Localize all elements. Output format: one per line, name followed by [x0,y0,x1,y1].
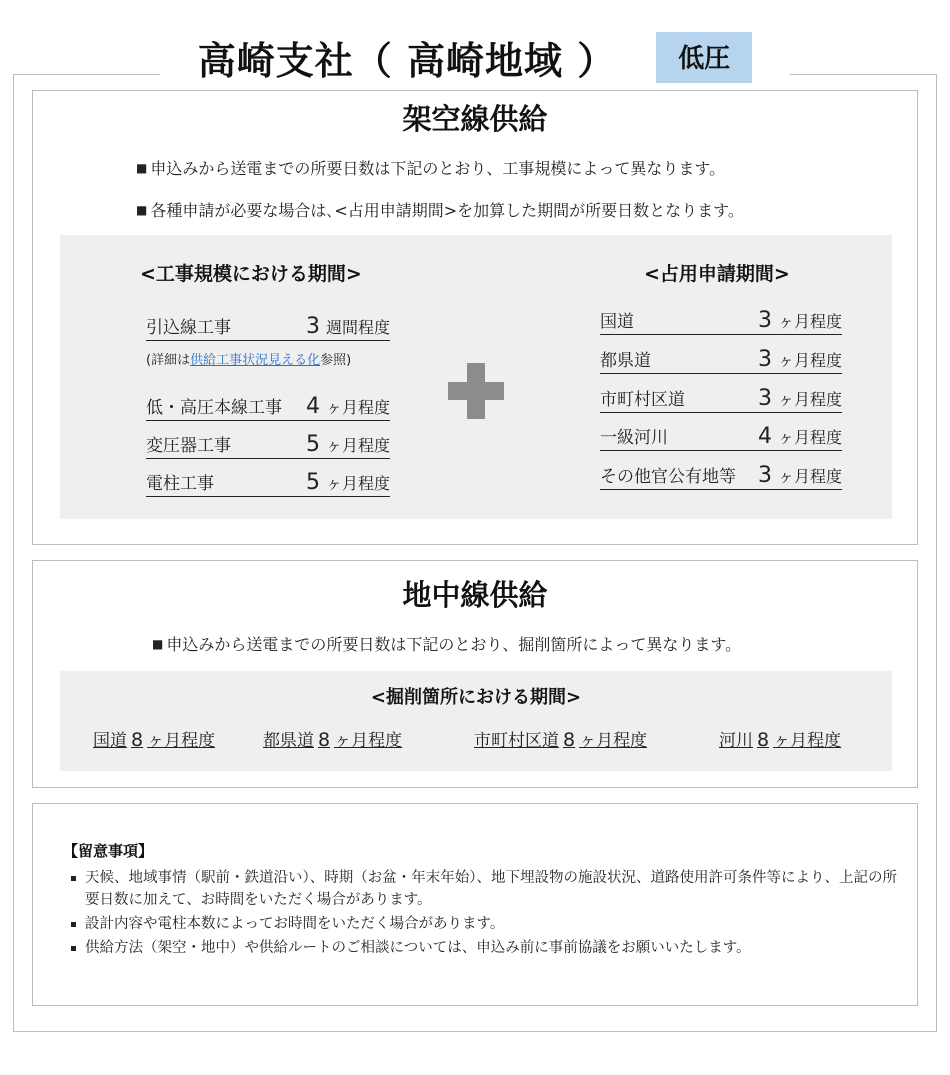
row-value: 3 [305,314,320,339]
row-unit: ヶ月程度 [325,436,390,455]
occupancy-row[interactable] [600,307,842,335]
item-value: 8 [131,729,144,751]
construction-row[interactable] [146,469,390,497]
row-unit: ヶ月程度 [777,312,842,331]
page-title: 高崎支社（ 高崎地域 ） [197,38,617,83]
excavation-item[interactable] [719,726,841,751]
row-unit: ヶ月程度 [325,474,390,493]
occupancy-row[interactable] [600,423,842,451]
overhead-supply-section [32,90,918,545]
voltage-badge: 低圧 [656,32,752,83]
note-item: 設計内容や電柱本数によってお時間をいただく場合があります。 [71,913,901,935]
row-value: 5 [305,432,320,457]
item-unit: ヶ月程度 [334,731,403,751]
item-unit: ヶ月程度 [147,731,216,751]
row-value: 4 [757,424,772,449]
note-suffix: 参照) [320,353,352,368]
row-label: 市町村区道 [600,390,685,410]
item-value: 8 [563,729,576,751]
row-label: その他官公有地等 [600,467,736,487]
row-value: 4 [305,394,320,419]
excavation-item[interactable] [263,726,402,751]
bullet-square-icon: ■ [136,161,148,175]
construction-row[interactable] [146,313,390,341]
item-value: 8 [757,729,770,751]
item-label: 河川 [719,731,753,751]
overhead-bullet [136,198,744,221]
item-value: 8 [318,729,331,751]
row-unit: ヶ月程度 [325,398,390,417]
bullet-text: 各種申請が必要な場合は､<占用申請期間>を加算した期間が所要日数となります。 [150,201,744,220]
detail-note [146,349,351,368]
row-unit: ヶ月程度 [777,428,842,447]
underground-heading: 地中線供給 [402,578,548,612]
notes-section [32,803,918,1006]
row-unit: 週間程度 [325,318,390,337]
row-value: 5 [305,470,320,495]
title-row [160,22,790,92]
notes-list [71,867,901,961]
underground-supply-section [32,560,918,788]
row-label: 電柱工事 [146,474,214,494]
row-value: 3 [757,386,772,411]
visualization-link[interactable]: 供給工事状況見える化 [190,353,321,368]
occupancy-row[interactable] [600,385,842,413]
row-label: 引込線工事 [146,318,231,338]
bullet-text: 申込みから送電までの所要日数は下記のとおり、掘削箇所によって異なります。 [166,635,742,654]
excavation-item[interactable] [93,726,215,751]
underground-bullet [152,632,741,655]
row-value: 3 [757,463,772,488]
row-label: 都県道 [600,351,651,371]
item-unit: ヶ月程度 [579,731,648,751]
item-label: 都県道 [263,731,314,751]
construction-row[interactable] [146,393,390,421]
occupancy-row[interactable] [600,346,842,374]
overhead-heading: 架空線供給 [402,102,548,136]
note-item: 天候、地域事情（駅前・鉄道沿い）、時期（お盆・年末年始）、地下埋設物の施設状況、道路使用許可条件等により、上記の所要日数に加えて、お時間をいただく場合があります。 [71,867,901,911]
row-label: 変圧器工事 [146,436,231,456]
excavation-item[interactable] [474,726,647,751]
construction-scale-heading: <工事規模における期間> [140,263,362,285]
occupancy-row[interactable] [600,462,842,490]
row-unit: ヶ月程度 [777,467,842,486]
bullet-square-icon: ■ [136,203,148,217]
bullet-text: 申込みから送電までの所要日数は下記のとおり、工事規模によって異なります。 [150,159,726,178]
row-value: 3 [757,308,772,333]
note-item: 供給方法（架空・地中）や供給ルートのご相談については、申込み前に事前協議をお願いいたします。 [71,937,901,959]
occupancy-period-heading: <占用申請期間> [644,263,790,285]
excavation-period-box [60,671,892,771]
note-prefix: (詳細は [146,353,191,368]
item-unit: ヶ月程度 [773,731,842,751]
row-unit: ヶ月程度 [777,351,842,370]
row-unit: ヶ月程度 [777,390,842,409]
row-label: 国道 [600,312,634,332]
row-label: 低・高圧本線工事 [146,398,282,418]
overhead-period-box [60,235,892,519]
row-value: 3 [757,347,772,372]
excavation-heading: <掘削箇所における期間> [370,687,582,708]
notes-title: 【留意事項】 [63,842,154,860]
item-label: 国道 [93,731,127,751]
item-label: 市町村区道 [474,731,559,751]
overhead-bullet [136,156,725,179]
construction-row[interactable] [146,431,390,459]
bullet-square-icon: ■ [152,637,164,651]
plus-icon [448,363,504,419]
row-label: 一級河川 [600,428,668,448]
